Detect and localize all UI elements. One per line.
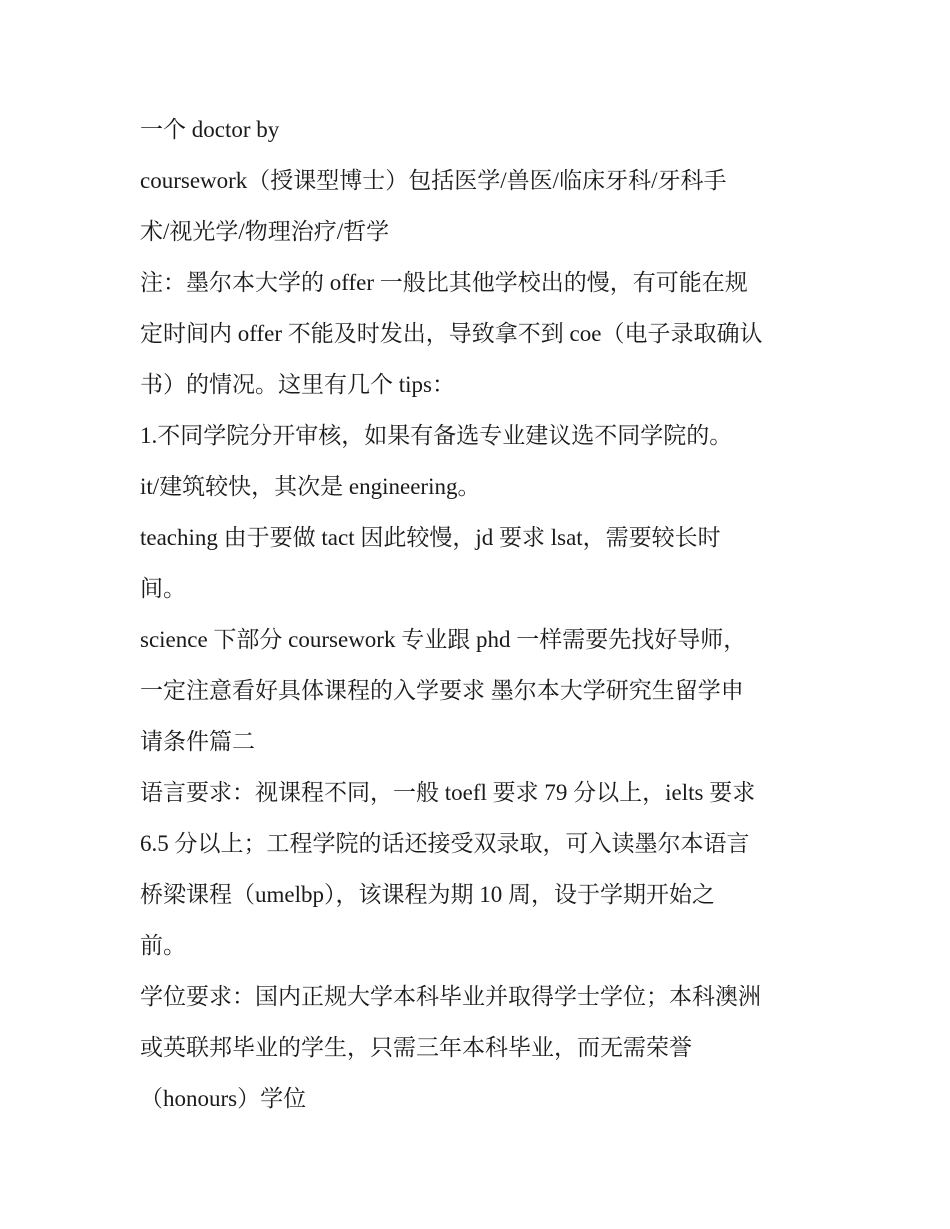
text-line: it/建筑较快，其次是 engineering。 (140, 474, 481, 499)
document-body (140, 104, 820, 1124)
text-line: 间。 (140, 576, 186, 601)
text-line: science 下部分 coursework 专业跟 phd 一样需要先找好导师， (140, 627, 747, 652)
text-line: 6.5 分以上；工程学院的话还接受双录取，可入读墨尔本语言 (140, 831, 750, 856)
text-line: 学位要求：国内正规大学本科毕业并取得学士学位；本科澳洲 (140, 984, 761, 1009)
text-line: （honours）学位 (140, 1086, 307, 1111)
text-line: teaching 由于要做 tact 因此较慢，jd 要求 lsat，需要较长时 (140, 525, 721, 550)
text-line: 桥梁课程（umelbp），该课程为期 10 周，设于学期开始之 (140, 882, 715, 907)
text-line: 一定注意看好具体课程的入学要求 墨尔本大学研究生留学申 (140, 678, 744, 703)
text-line: 注：墨尔本大学的 offer 一般比其他学校出的慢，有可能在规 (140, 270, 748, 295)
text-line: 定时间内 offer 不能及时发出，导致拿不到 coe（电子录取确认 (140, 321, 763, 346)
text-line: 书）的情况。这里有几个 tips： (140, 372, 455, 397)
text-line: 或英联邦毕业的学生，只需三年本科毕业，而无需荣誉 (140, 1035, 692, 1060)
text-line: coursework（授课型博士）包括医学/兽医/临床牙科/牙科手 (140, 168, 727, 193)
text-line: 一个 doctor by (140, 117, 280, 142)
text-line: 术/视光学/物理治疗/哲学 (140, 219, 390, 244)
text-line: 语言要求：视课程不同，一般 toefl 要求 79 分以上，ielts 要求 (140, 780, 756, 805)
text-line: 请条件篇二 (140, 729, 255, 754)
text-line: 1.不同学院分开审核，如果有备选专业建议选不同学院的。 (140, 423, 733, 448)
text-line: 前。 (140, 933, 186, 958)
